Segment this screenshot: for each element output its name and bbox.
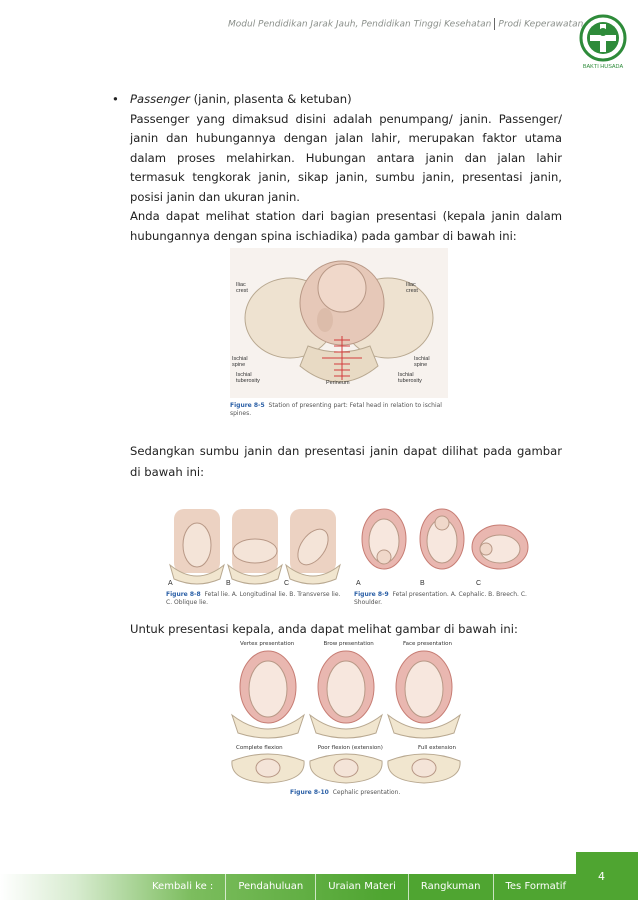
label-iliac-crest-left: Iliac [236,282,246,288]
header-program: Prodi Keperawatan [498,19,584,30]
figure-fetal-lie-caption [166,591,346,607]
header-title: Modul Pendidikan Jarak Jauh, Pendidikan Tinggi Kesehatan [228,19,492,30]
caption-fig-number: Figure 8-8 [166,591,201,598]
lie-letter-b: B [226,580,231,587]
passenger-section [112,90,562,246]
presentation-letter-c: C [476,580,482,587]
lie-letter-a: A [168,580,173,587]
logo-text: BAKTI HUSADA [582,64,624,70]
paragraph-definition: Passenger yang dimaksud disini adalah penumpang/ janin. Passenger/ janin dan hubungannya dengan jalan lahir, merupakan faktor utama dalam proses melahirkan. Hubungan antara janin dan jalan lahir termasuk tengkorak janin, sikap janin, sumbu janin, presentasi janin, posisi janin dan ukuran janin. [130,111,562,204]
caption-text: Station of presenting part: Fetal head in relation to ischial spines. [230,402,442,417]
fetal-lie-illustration [166,505,346,587]
fetal-presentation-illustration [354,505,532,587]
label-ischial-tuberosity-left: Ischial [236,372,252,378]
footer-link-pendahuluan[interactable]: Pendahuluan [226,874,316,900]
svg-text:Iliaccrest Iliaccrest: Iliac crest Iliac crest Ischial spine Ischial spine Ischial tuberosity Ischial tuberosity Perineum [232,282,430,386]
caption-text: Fetal lie. A. Longitudinal lie. B. Transverse lie. C. Oblique lie. [166,591,341,606]
title-brow: Brow presentation [323,641,374,647]
figure-fetal-presentation [354,505,532,610]
label-ischial-spine-left: Ischial [232,356,248,362]
label-iliac-crest-right: Iliac [406,282,416,288]
figure-cephalic-caption [226,789,466,797]
presentation-letter-b: B [420,580,425,587]
label-ischial-spine-right: Ischial [414,356,430,362]
footer-link-rangkuman[interactable]: Rangkuman [409,874,494,900]
footer-back-label: Kembali ke : [140,874,226,900]
bakti-husada-logo [578,12,628,72]
figure-fetal-presentation-caption [354,591,532,607]
caption-fig-number: Figure 8-5 [230,402,265,409]
term-passenger: Passenger [130,92,190,106]
cephalic-upper-illustration [226,647,466,741]
figure-fetal-lie [166,505,346,610]
figure-cephalic-presentation [226,641,466,806]
term-description: (janin, plasenta & ketuban) [189,92,352,106]
caption-text: Fetal presentation. A. Cephalic. B. Breech. C. Shoulder. [354,591,527,606]
footer-link-uraian-materi[interactable]: Uraian Materi [316,874,409,900]
label-poor-flexion: Poor flexion (extension) [317,745,383,751]
caption-fig-number: Figure 8-10 [290,789,329,796]
running-header [228,18,583,30]
page-number: 4 [598,870,605,883]
label-complete-flexion: Complete flexion [236,745,283,751]
page-number-box [576,852,638,900]
caption-text: Cephalic presentation. [332,789,401,796]
paragraph-axis-intro: Sedangkan sumbu janin dan presentasi janin dapat dilihat pada gambar di bawah ini: [130,444,562,479]
figure-station [230,248,448,416]
footer-link-tes-formatif[interactable]: Tes Formatif [505,881,566,892]
label-full-extension: Full extension [418,745,456,751]
footer-nav [140,874,578,900]
lie-letter-c: C [284,580,290,587]
paragraph-cephalic-intro: Untuk presentasi kepala, anda dapat melihat gambar di bawah ini: [130,622,518,636]
bullet-heading [112,90,562,110]
label-perineum: Perineum [326,380,350,386]
caption-fig-number: Figure 8-9 [354,591,389,598]
station-illustration [230,248,448,398]
label-ischial-tuberosity-right: Ischial [398,372,414,378]
title-vertex: Vertex presentation [240,641,295,647]
presentation-letter-a: A [356,580,361,587]
header-divider [494,18,495,30]
svg-text:A B C [356,580,481,587]
paragraph-station-intro: Anda dapat melihat station dari bagian presentasi (kepala janin dalam hubungannya dengan spina ischiadika) pada gambar di bawah ini: [130,209,562,243]
bullet-mark: • [112,92,119,106]
title-face: Face presentation [403,641,452,647]
figure-station-caption [230,402,448,418]
cephalic-lower-illustration [226,751,466,785]
